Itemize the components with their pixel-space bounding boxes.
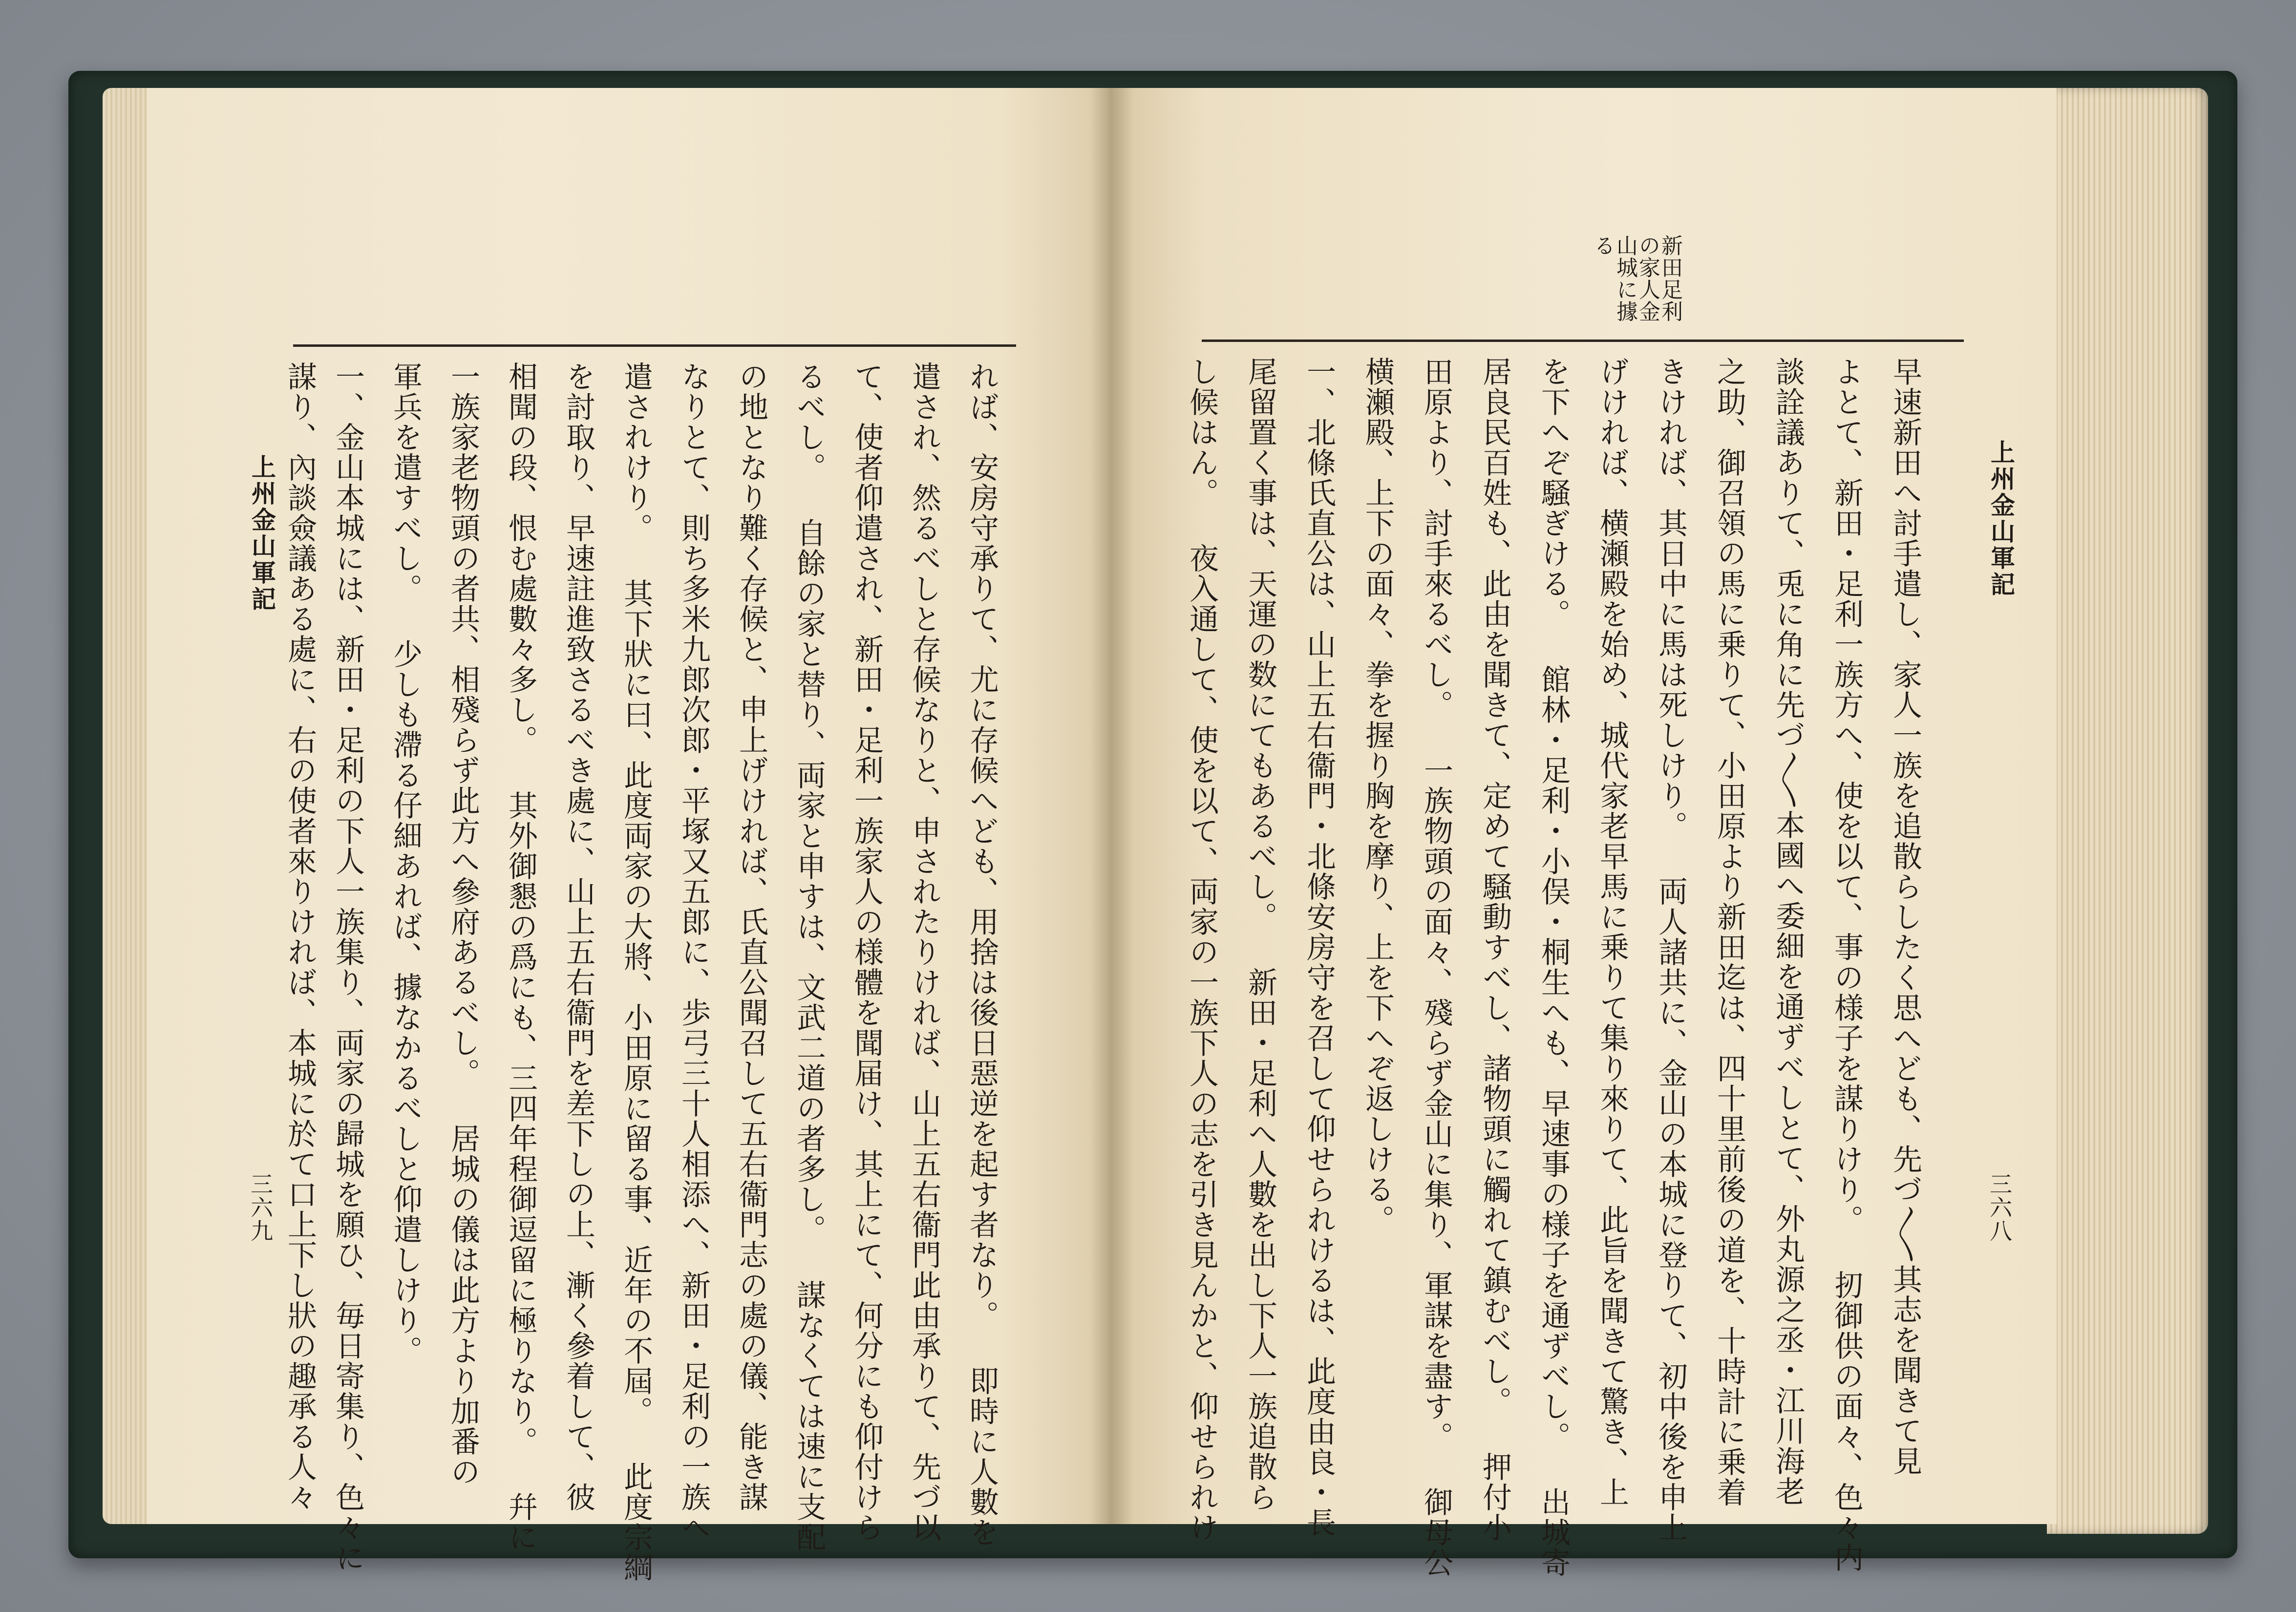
text-column: 尾留置く事は、天運の数にてもあるべし。 新田・足利へ人數を出し下人一族追散ら	[1243, 357, 1277, 1512]
text-column: きければ、其日中に馬は死しけり。 両人諸共に、金山の本城に登りて、初中後を申上	[1654, 357, 1688, 1543]
text-column: よとて、新田・足利一族方へ、使を以て、事の様子を謀りけり。 扨御供の面々、色々内	[1829, 357, 1864, 1573]
text-column: を討取り、早速註進致さるべき處に、山上五右衞門を差下しの上、漸く參着して、彼	[561, 361, 595, 1512]
text-column: 謀り、內談僉議ある處に、右の使者來りければ、本城に於て口上下し狀の趣承る人々	[283, 361, 317, 1512]
running-title-right: 上州金山軍記	[1987, 440, 2016, 598]
headnote	[1590, 234, 1682, 332]
text-column: 早速新田へ討手遣し、家人一族を追散らしたく思へども、先づ〳〵其志を聞きて見	[1888, 357, 1922, 1476]
text-column: 一、北條氏直公は、山上五右衞門・北條安房守を召して仰せられけるは、此度由良・長	[1302, 357, 1336, 1538]
page-edges-right	[2047, 88, 2208, 1534]
headnote-line: の家人金	[1635, 234, 1660, 322]
book-gutter	[1089, 88, 1133, 1524]
text-column: るべし。 自餘の家と替り、両家と申すは、文武二道の者多し。 謀なくては速に支配	[792, 361, 826, 1552]
text-column: 遣されけり。 其下狀に曰、此度両家の大將、小田原に留る事、近年の不屆。 此度宗綱	[619, 361, 653, 1583]
text-column: を下へぞ騒ぎける。 館林・足利・小俣・桐生へも、早速事の様子を通ずべし。 出城寄	[1536, 357, 1571, 1578]
text-column: 横瀬殿、上下の面々、拳を握り胸を摩り、上を下へぞ返しける。	[1361, 357, 1395, 1235]
header-rule-right	[1202, 339, 1964, 342]
text-column: げければ、横瀬殿を始め、城代家老早馬に乗りて集り來りて、此旨を聞きて驚き、上	[1595, 357, 1629, 1507]
text-column: なりとて、則ち多米九郎次郎・平塚又五郎に、歩弓三十人相添へ、新田・足利の一族へ	[677, 361, 711, 1543]
page-number-left: 三六九	[247, 1172, 274, 1243]
headnote-line: る	[1590, 234, 1615, 256]
text-column: 之助、御召領の馬に乗りて、小田原より新田迄は、四十里前後の道を、十時計に乗着	[1712, 357, 1746, 1507]
text-column: 田原より、討手來るべし。 一族物頭の面々、殘らず金山に集り、軍謀を盡す。 御母公	[1419, 357, 1453, 1578]
text-column: 談詮議ありて、兎に角に先づ〳〵本國へ委細を通ずべしとて、外丸源之丞・江川海老	[1771, 357, 1805, 1506]
text-column: て、使者仰遣され、新田・足利一族家人の様體を聞届け、其上にて、何分にも仰付けら	[850, 361, 884, 1543]
text-column: 遣され、然るべしと存候なりと、申されたりければ、山上五右衞門此由承りて、先づ以	[907, 361, 941, 1543]
running-title-left: 上州金山軍記	[248, 454, 276, 613]
text-column: 一、金山本城には、新田・足利の下人一族集り、両家の歸城を願ひ、毎日寄集り、色々に	[331, 361, 365, 1573]
text-column: の地となり難く存候と、申上げければ、氏直公聞召して五右衞門志の處の儀、能き謀	[734, 361, 768, 1512]
header-rule-left	[293, 344, 1016, 347]
text-column: 居良民百姓も、此由を聞きて、定めて騒動すべし、諸物頭に觸れて鎮むべし。 押付小	[1478, 357, 1512, 1543]
text-column: れば、安房守承りて、尤に存候へども、用捨は後日惡逆を起す者なり。 即時に人數を	[965, 361, 999, 1548]
text-column: 一族家老物頭の者共、相殘らず此方へ參府あるべし。 居城の儀は此方より加番の	[446, 361, 480, 1487]
text-column: 相聞の段、恨む處數々多し。 其外御懇の爲にも、三四年程御逗留に極りなり。 幷に	[504, 361, 538, 1552]
text-column: し候はん。 夜入通して、使を以て、両家の一族下人の志を引き見んかと、仰せられけ	[1185, 357, 1219, 1543]
headnote-line: 新田足利	[1658, 234, 1682, 322]
page-number-right: 三六八	[1986, 1172, 2013, 1243]
headnote-line: 山城に據	[1613, 234, 1637, 322]
text-column: 軍兵を遣すべし。 少しも滯る仔細あれば、據なかるべしと仰遣しけり。	[388, 361, 423, 1366]
